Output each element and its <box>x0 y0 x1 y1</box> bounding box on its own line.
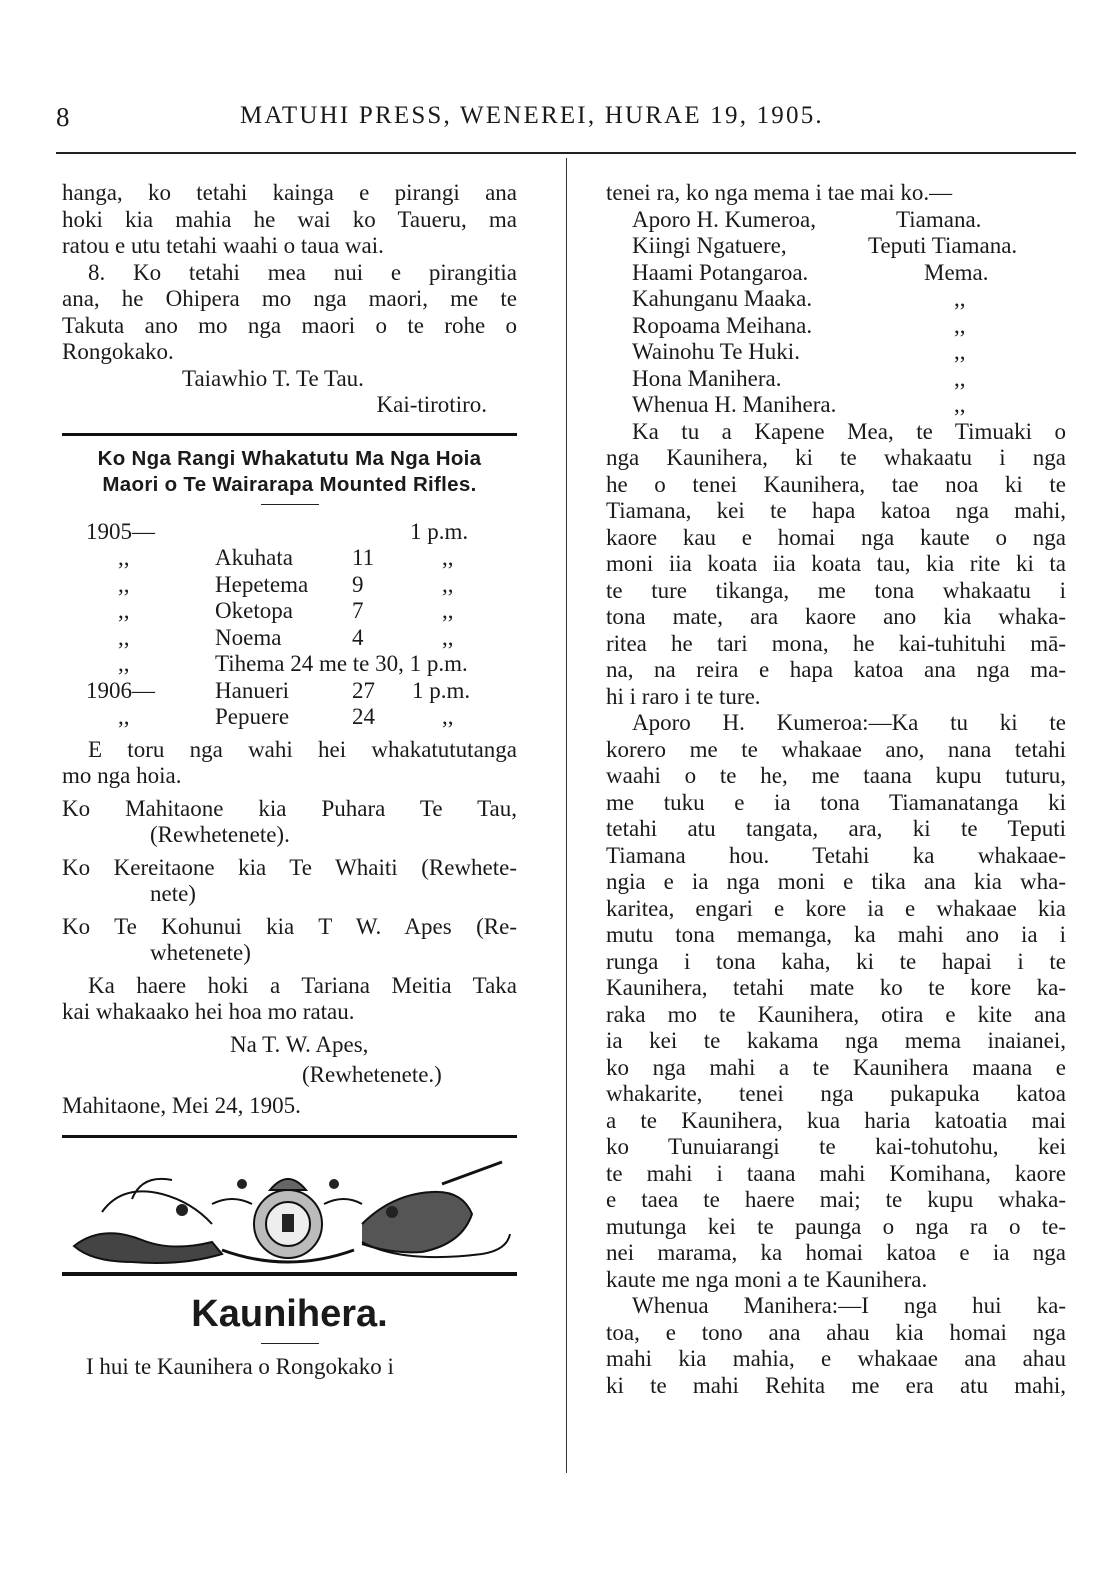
member-name: Ropoama Meihana. <box>632 312 813 338</box>
member-name: Whenua H. Manihera. <box>632 392 837 417</box>
schedule-month: Hanueri <box>215 677 290 703</box>
intro-paragraph <box>62 180 517 260</box>
text-line: nei marama, ka homai katoa e ia nga <box>606 1240 1066 1265</box>
signature-name: Taiawhio T. Te Tau. <box>182 365 364 391</box>
schedule-day: 7 <box>352 598 364 623</box>
dateline: Mahitaone, Mei 24, 1905. <box>62 1092 301 1118</box>
text-line: hanga, ko tetahi kainga e pirangi ana <box>62 180 517 205</box>
member-row <box>606 286 1066 313</box>
text-line: ratou e utu tetahi waahi o taua wai. <box>62 233 384 258</box>
text-line: tona mate, ara kaore ano kia whaka- <box>606 604 1066 629</box>
text-line: he o tenei Kaunihera, tae noa ki te <box>606 471 1066 497</box>
text-line: me tuku e ia tona Tiamanatanga ki <box>606 789 1066 815</box>
schedule-month: Pepuere <box>215 704 290 729</box>
schedule-time: 1 p.m. <box>410 518 469 544</box>
member-role: ,, <box>954 392 966 417</box>
apes-signature: Na T. W. Apes, <box>230 1031 369 1057</box>
text-line: kaute me nga moni a te Kaunihera. <box>606 1266 928 1292</box>
text-line: waahi o te he, me taana kupu tuturu, <box>606 763 1066 788</box>
text-line: toa, e tono ana ahau kia homai nga <box>606 1319 1066 1345</box>
text-line: moni iia koata iia koata tau, kia rite ki ta <box>606 551 1066 576</box>
text-line: runga i tona kaha, ki te hapai i te <box>606 948 1066 974</box>
kaunihera-first-line: I hui te Kaunihera o Rongokako i <box>86 1353 394 1379</box>
section-rule <box>62 1135 517 1138</box>
text-line: Ko Kereitaone kia Te Whaiti (Rewhete- <box>62 854 517 880</box>
schedule-time: ,, <box>442 545 454 570</box>
schedule-row <box>62 678 517 705</box>
mahitaone-paragraph <box>62 796 517 849</box>
text-line: hoki kia mahia he wai ko Taueru, ma <box>62 206 517 232</box>
schedule-year: ,, <box>118 545 130 570</box>
kaunihera-title: Kaunihera. <box>191 1292 388 1335</box>
schedule-day: 24 <box>352 704 375 729</box>
item-8-paragraph <box>62 260 517 366</box>
kohunui-paragraph <box>62 914 517 967</box>
schedule-row <box>62 545 517 572</box>
text-line: nete) <box>150 881 196 906</box>
schedule-month: Noema <box>215 624 282 650</box>
text-line: ki te mahi Rehita me era atu mahi, <box>606 1372 1066 1398</box>
member-role: Teputi Tiamana. <box>868 233 1018 258</box>
text-line: ngia e ia nga moni e tika ana kia wha- <box>606 869 1066 894</box>
schedule-time: 1 p.m. <box>412 677 471 703</box>
text-line: raka mo te Kaunihera, otira e kite ana <box>606 1001 1066 1027</box>
royal-coat-of-arms-emblem <box>62 1154 517 1284</box>
text-line: mutunga kei te paunga o nga ra o te- <box>606 1213 1066 1239</box>
schedule-year: 1905— <box>86 518 155 544</box>
text-line: whetenete) <box>150 940 251 965</box>
member-name: Kiingi Ngatuere, <box>632 233 787 258</box>
text-line: Aporo H. Kumeroa:—Ka tu ki te <box>632 710 1066 735</box>
rifles-heading-line: Ko Nga Rangi Whakatutu Ma Nga Hoia <box>97 446 482 470</box>
schedule-year: ,, <box>118 598 130 623</box>
drill-schedule <box>62 519 517 731</box>
short-rule <box>261 1343 319 1344</box>
member-row <box>606 313 1066 340</box>
text-line: ia kei te kakama nga mema inaianei, <box>606 1028 1066 1053</box>
text-line: Ka haere hoki a Tariana Meitia Taka <box>88 972 517 998</box>
text-line: 8. Ko tetahi mea nui e pirangitia <box>88 259 517 285</box>
schedule-month: Oketopa <box>215 598 293 623</box>
text-line: Tiamana, kei te hapa katoa nga mahi, <box>606 498 1066 523</box>
text-line: tenei ra, ko nga mema i tae mai ko.— <box>606 180 953 205</box>
schedule-day: 27 <box>352 677 375 703</box>
column-divider <box>566 158 567 1473</box>
member-name: Kahunganu Maaka. <box>632 286 813 311</box>
text-line: te mahi i taana mahi Komihana, kaore <box>606 1160 1066 1186</box>
text-line: mo nga hoia. <box>62 763 182 788</box>
text-line: Rongokako. <box>62 339 174 364</box>
member-row <box>606 392 1066 419</box>
text-line: e taea te haere mai; te kupu whaka- <box>606 1187 1066 1212</box>
member-role: ,, <box>954 312 966 338</box>
rifles-heading-line: Maori o Te Wairarapa Mounted Rifles. <box>102 472 477 496</box>
schedule-day: 9 <box>352 571 364 597</box>
aporo-paragraph <box>606 710 1066 1293</box>
section-rule <box>62 433 517 436</box>
text-line: ko Tunuiarangi te kai-tohutohu, kei <box>606 1134 1066 1159</box>
schedule-day: 4 <box>352 624 364 650</box>
text-line: (Rewhetenete). <box>150 822 290 847</box>
short-rule <box>261 504 319 505</box>
schedule-month: Hepetema <box>215 571 309 597</box>
header-rule <box>56 152 1076 154</box>
member-role: Tiamana. <box>896 206 982 232</box>
member-row <box>606 339 1066 366</box>
text-line: karitea, engari e kore ia e whakaae kia <box>606 895 1066 921</box>
apes-title: (Rewhetenete.) <box>302 1062 442 1087</box>
right-column <box>606 180 1066 1399</box>
member-name: Haami Potangaroa. <box>632 259 809 285</box>
schedule-time: ,, <box>442 624 454 650</box>
schedule-row <box>62 519 517 546</box>
text-line: mutu tona memanga, ka mahi ano ia i <box>606 922 1066 947</box>
text-line: Tiamana hou. Tetahi ka whakaae- <box>606 842 1066 868</box>
left-column <box>62 180 517 1380</box>
member-name: Wainohu Te Huki. <box>632 339 800 364</box>
text-line: korero me te whakaae ano, nana tetahi <box>606 736 1066 762</box>
page-number: 8 <box>56 102 70 132</box>
schedule-day: 11 <box>352 545 375 570</box>
text-line: mahi kia mahia, e whakaae ana ahau <box>606 1346 1066 1371</box>
schedule-row <box>62 651 517 678</box>
text-line: ritea he tari mona, he kai-tuhituhi mā- <box>606 630 1066 656</box>
member-role: ,, <box>954 286 966 311</box>
text-line: whakarite, tenei nga pukapuka katoa <box>606 1081 1066 1106</box>
kapene-mea-paragraph <box>606 419 1066 711</box>
member-list <box>606 207 1066 419</box>
text-line: ko nga mahi a te Kaunihera maana e <box>606 1054 1066 1080</box>
schedule-year: ,, <box>118 571 130 597</box>
member-row <box>606 207 1066 234</box>
text-line: ana, he Ohipera mo nga maori, me te <box>62 286 517 311</box>
page-header <box>50 96 1080 140</box>
places-paragraph <box>62 737 517 790</box>
text-line: Takuta ano mo nga maori o te rohe o <box>62 312 517 338</box>
member-name: Hona Manihera. <box>632 365 782 391</box>
text-line: Ko Te Kohunui kia T W. Apes (Re- <box>62 913 517 939</box>
text-line: kaore kau e homai nga kaute o nga <box>606 524 1066 550</box>
schedule-month: Akuhata <box>215 545 293 570</box>
member-name: Aporo H. Kumeroa, <box>632 206 816 232</box>
member-role: ,, <box>954 365 966 391</box>
text-line: a te Kaunihera, kua haria katoatia mai <box>606 1107 1066 1133</box>
text-line: tetahi atu tangata, ara, ki te Teputi <box>606 816 1066 841</box>
member-row <box>606 260 1066 287</box>
text-line: kai whakaako hei hoa mo ratau. <box>62 999 355 1024</box>
text-line: Ka tu a Kapene Mea, te Timuaki o <box>632 418 1066 444</box>
text-line: Kaunihera, tetahi mate ko te kore ka- <box>606 975 1066 1000</box>
text-line: Ko Mahitaone kia Puhara Te Tau, <box>62 795 517 821</box>
tariana-paragraph <box>62 973 517 1026</box>
schedule-row <box>62 704 517 731</box>
member-role: Mema. <box>924 259 989 285</box>
schedule-month: Tihema 24 me te 30, 1 p.m. <box>215 651 468 676</box>
newspaper-masthead: MATUHI PRESS, WENEREI, HURAE 19, 1905. <box>240 102 824 129</box>
text-line: te ture tikanga, me tona whakaatu i <box>606 577 1066 603</box>
text-line: Whenua Manihera:—I nga hui ka- <box>632 1293 1066 1318</box>
schedule-time: ,, <box>442 571 454 597</box>
signature-title: Kai-tirotiro. <box>376 392 487 417</box>
whenua-paragraph <box>606 1293 1066 1399</box>
schedule-year: ,, <box>118 704 130 729</box>
member-row <box>606 233 1066 260</box>
schedule-year: ,, <box>118 624 130 650</box>
rifles-heading <box>62 446 517 498</box>
schedule-time: ,, <box>442 704 454 729</box>
schedule-year: 1906— <box>86 677 155 703</box>
text-line: na, na reira e hapa katoa ana nga ma- <box>606 657 1066 682</box>
schedule-row <box>62 598 517 625</box>
schedule-row <box>62 625 517 652</box>
text-line: nga Kaunihera, ki te whakaatu i nga <box>606 445 1066 470</box>
member-role: ,, <box>954 339 966 364</box>
member-row <box>606 366 1066 393</box>
schedule-year: ,, <box>118 651 130 676</box>
kereitaone-paragraph <box>62 855 517 908</box>
text-line: E toru nga wahi hei whakatututanga <box>88 736 517 762</box>
schedule-time: ,, <box>442 598 454 623</box>
text-line: hi i raro i te ture. <box>606 683 761 709</box>
schedule-row <box>62 572 517 599</box>
